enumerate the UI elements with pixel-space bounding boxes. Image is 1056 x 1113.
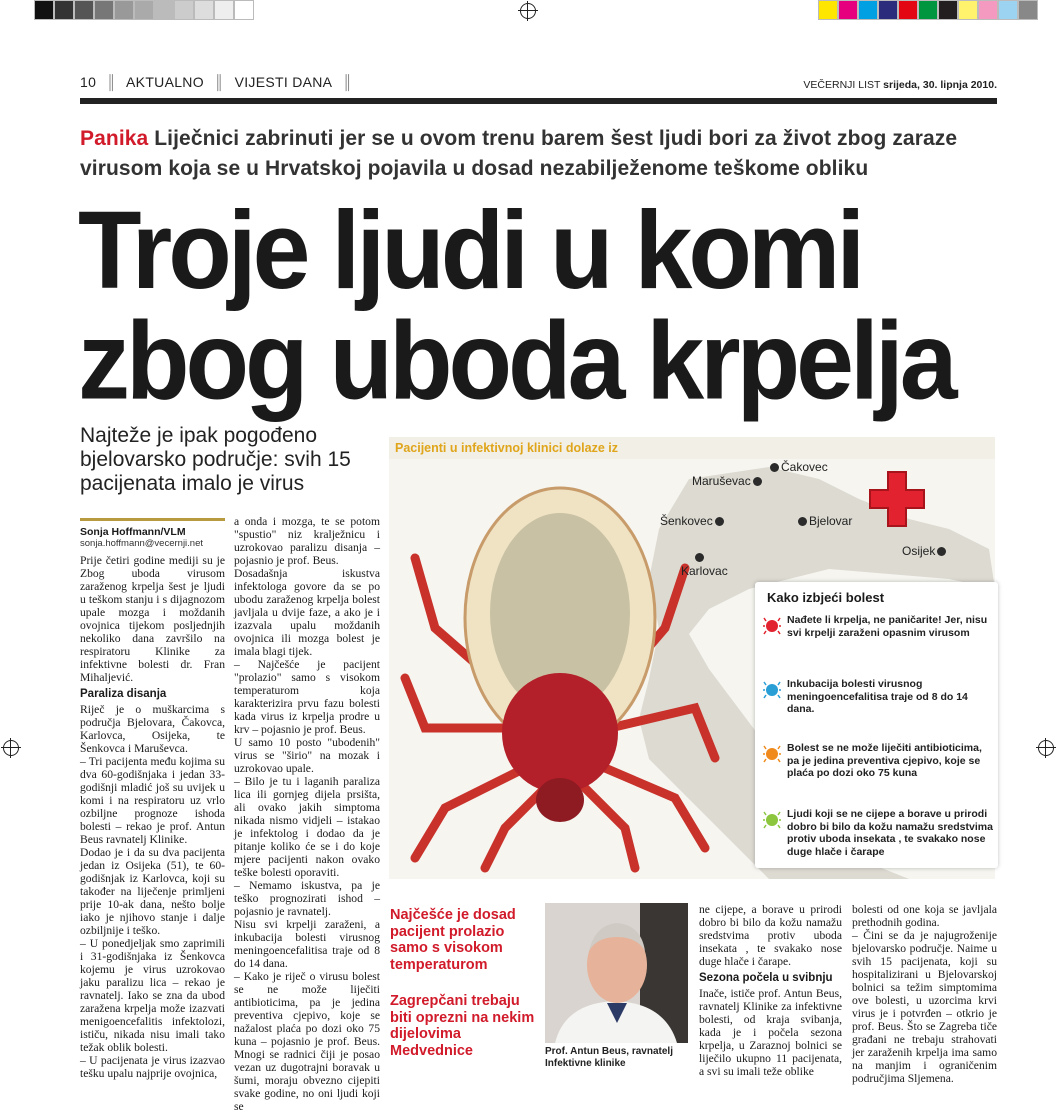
header-rule (80, 98, 997, 104)
page-number: 10 (80, 74, 97, 90)
byline-email: sonja.hoffmann@vecernji.net (80, 538, 204, 549)
kicker-label: Panika (80, 127, 149, 150)
article-column-2 (234, 515, 380, 1113)
issue-date: srijeda, 30. lipnja 2010. (883, 79, 997, 91)
kicker-text: Liječnici zabrinuti jer se u ovom trenu barem šest ljudi bori za život zbog zaraze virusom koja se u Hrvatskoj pojavila u dosad nezabilježenome teškome obliku (80, 127, 958, 180)
subheading: Paraliza disanja (80, 688, 167, 700)
subheading: Sezona počela u svibnju (699, 972, 833, 984)
paragraph: – Čini se da je najugroženije bjelovarsko područje. Naime u svih 15 pacijenata, koji su hospitalizirani u Bjelovarskoj bolnici sa težim simptomima ove bolesti, u uzorcima krvi virus je i potvrđen – otkrio je prof. Beus. Što se Zagreba tiče građani ne trebaju strahovati jer zaraženih krpelja ima samo na manjim i ograničenim područjima Sljemena. (852, 929, 997, 1085)
tip-item: Ljudi koji se ne cijepe a borave u prirodi dobro bi bilo da kožu namažu sredstvima protiv uboda insekata , te svakako nose duge hlače i čarape (763, 808, 993, 858)
headline-line-1: Troje ljudi u komi (78, 189, 862, 313)
tips-title: Kako izbjeći bolest (767, 590, 885, 605)
byline-rule (80, 518, 225, 521)
tick-marker-icon (753, 477, 762, 486)
tick-icon (763, 811, 781, 829)
map-city-label: Maruševac (692, 474, 764, 488)
portrait-photo (545, 903, 688, 1043)
tick-marker-icon (798, 517, 807, 526)
tip-item: Inkubacija bolesti virusnog meningoencefalitisa traje od 8 do 14 dana. (763, 678, 993, 716)
publication-name: VEČERNJI LIST (803, 79, 881, 91)
paragraph: – Bilo je tu i laganih paraliza lica ili gornjeg dijela prsišta, ali ovako jakih simptoma nikada nismo vidjeli – istakao je infektolog i dodao da je pitanje koliko će se i do koje mjere pacijenti nakon ovako teške bolesti oporaviti. (234, 775, 380, 879)
paragraph: – Najčešće je pacijent "prolazio" samo s visokom temperaturom koja karakterizira prvu fazu bolesti kada virus iz krpelja prodre u krv – pojasnio je prof. Beus. (234, 658, 380, 736)
headline (78, 189, 1028, 423)
paragraph: – Kako je riječ o virusu bolest se ne može liječiti antibioticima, pa je jedina preventiva cjepivo, koje se nažalost plaća po dozi oko 75 kuna – pojasnio je prof. Beus. Mnogi se radnici čiji je posao vezan uz dugotrajni boravak u šumi, moraju obvezno cijepiti svake godine, no oni ljudi koji se (234, 970, 380, 1113)
tick-icon (763, 681, 781, 699)
pull-quote: Zagrepčani trebaju biti oprezni na nekim dijelovima Medvednice (390, 993, 535, 1059)
map-city-label: Bjelovar (796, 514, 852, 528)
kicker (80, 124, 1000, 184)
tips-box (755, 582, 998, 868)
tip-item: Bolest se ne može liječiti antibioticima, pa je jedina preventiva cjepivo, koje se plaća po dozi oko 75 kuna (763, 742, 993, 780)
paragraph: – U pacijenata je virus izazvao tešku upalu najprije ovojnica, (80, 1054, 225, 1080)
tick-marker-icon (695, 553, 704, 562)
pull-quote: Najčešće je dosad pacijent prolazio samo s visokom temperaturom (390, 907, 516, 973)
article-column-4 (699, 903, 842, 1078)
headline-line-2: zbog uboda krpelja (78, 299, 954, 423)
paragraph: U samo 10 posto "ubodenih" virus se "širio" na mozak i uzrokovao upale. (234, 736, 380, 775)
paragraph: Riječ je o muškarcima s područja Bjelovara, Čakovca, Karlovca, Osijeka, te Šenkovca i Maruševca. (80, 703, 225, 755)
registration-mark-icon (1038, 740, 1054, 756)
paragraph: Prije četiri godine mediji su je Zbog uboda virusom zaraženog krpelja šest je ljudi u teškom stanju i s dijagnozom upale mozga i moždanih ovojnica tijekom posljednjih nekoliko dana završilo na respiratoru Klinike za infektivne bolesti dr. Fran Mihaljević. (80, 554, 225, 684)
paragraph: a onda i mozga, te se potom "spustio" niz kralježnicu i uzrokovao paralizu disanja – pojasnio je prof. Beus. (234, 515, 380, 567)
paragraph: Dodao je i da su dva pacijenta jedan iz Osijeka (51), te 60-godišnjak iz Karlovca, koji su također na liječenje primljeni prije 10-ak dana, nešto bolje iako je njihovo stanje i dalje ozbiljnije i teško. (80, 846, 225, 937)
section-label: AKTUALNO (126, 74, 204, 90)
article-column-5 (852, 903, 997, 1085)
tick-icon (763, 617, 781, 635)
tick-illustration (395, 478, 725, 868)
map-city-label: Čakovec (768, 460, 828, 474)
paragraph: – Tri pacijenta među kojima su dva 60-godišnjaka i jedan 33-godišnji mladić još su uvijek u komi i na respiratoru uz vrlo ozbiljne prognoze ishoda bolesti – rekao je prof. Antun Beus ravnatelj Klinike. (80, 755, 225, 846)
paragraph: Nisu svi krpelji zaraženi, a inkubacija bolesti virusnog meningoencefalitisa traje od 8 do 14 dana. (234, 918, 380, 970)
tick-marker-icon (715, 517, 724, 526)
paragraph: ne cijepe, a borave u prirodi dobro bi bilo da kožu namažu sredstvima protiv uboda insekata , te svakako nose duge hlače i čarape. (699, 903, 842, 968)
registration-mark-icon (520, 3, 536, 19)
infographic-title: Pacijenti u infektivnoj klinici dolaze iz (389, 437, 995, 459)
tick-marker-icon (937, 547, 946, 556)
map-city-label: Šenkovec (660, 514, 726, 528)
map-city-label: Osijek (902, 544, 948, 558)
page-header: 10 ║ AKTUALNO ║ VIJESTI DANA ║ (80, 74, 353, 90)
paragraph: bolesti od one koja se javljala prethodnih godina. (852, 903, 997, 929)
tick-marker-icon (770, 463, 779, 472)
byline-author: Sonja Hoffmann/VLM (80, 526, 186, 538)
paragraph: Inače, ističe prof. Antun Beus, ravnatelj Klinike za infektivne bolesti, od kraja svibanja, kada je i počela sezona krpelja, u Zaraznoj bolnici se liječilo ukupno 11 pacijenata, a svi su imali teže oblike (699, 987, 842, 1078)
paragraph: – Nemamo iskustva, pa je teško prognozirati ishod – pojasnio je ravnatelj. (234, 879, 380, 918)
article-column-1 (80, 554, 225, 1080)
subsection-label: VIJESTI DANA (234, 74, 333, 90)
tick-icon (763, 745, 781, 763)
paragraph: – U ponedjeljak smo zaprimili i 31-godišnjaka iz Šenkovca kojemu je virus uzrokovao jaku paralizu lica – rekao je ravnatelj. Iako se zna da ubod zaražena krpelja može izazvati menigoencefalitis infektolozi, ističu, nikada nisu imali tako težak oblik bolesti. (80, 937, 225, 1054)
registration-color-bar (818, 0, 1038, 20)
masthead-date (803, 79, 997, 91)
person-portrait-icon (545, 903, 688, 1043)
paragraph: Dosadašnja iskustva infektologa govore da se po ubodu zaraženog krpelja bolest javljala u dvije faze, a ako je i izazvala upalu moždanih ovojnica ili mozga bolest je imala blagi tijek. (234, 567, 380, 658)
tip-item: Nađete li krpelja, ne paničarite! Jer, nisu svi krpelji zaraženi opasnim virusom (763, 614, 993, 639)
photo-caption: Prof. Antun Beus, ravnatelj Infektivne klinike (545, 1046, 673, 1069)
red-cross-icon (868, 470, 926, 528)
subheadline: Najteže je ipak pogođeno bjelovarsko područje: svih 15 pacijenata imalo je virus (80, 424, 351, 495)
map-city-label: Karlovac (681, 550, 728, 578)
registration-mark-icon (3, 740, 19, 756)
registration-grayscale-bar (34, 0, 254, 20)
